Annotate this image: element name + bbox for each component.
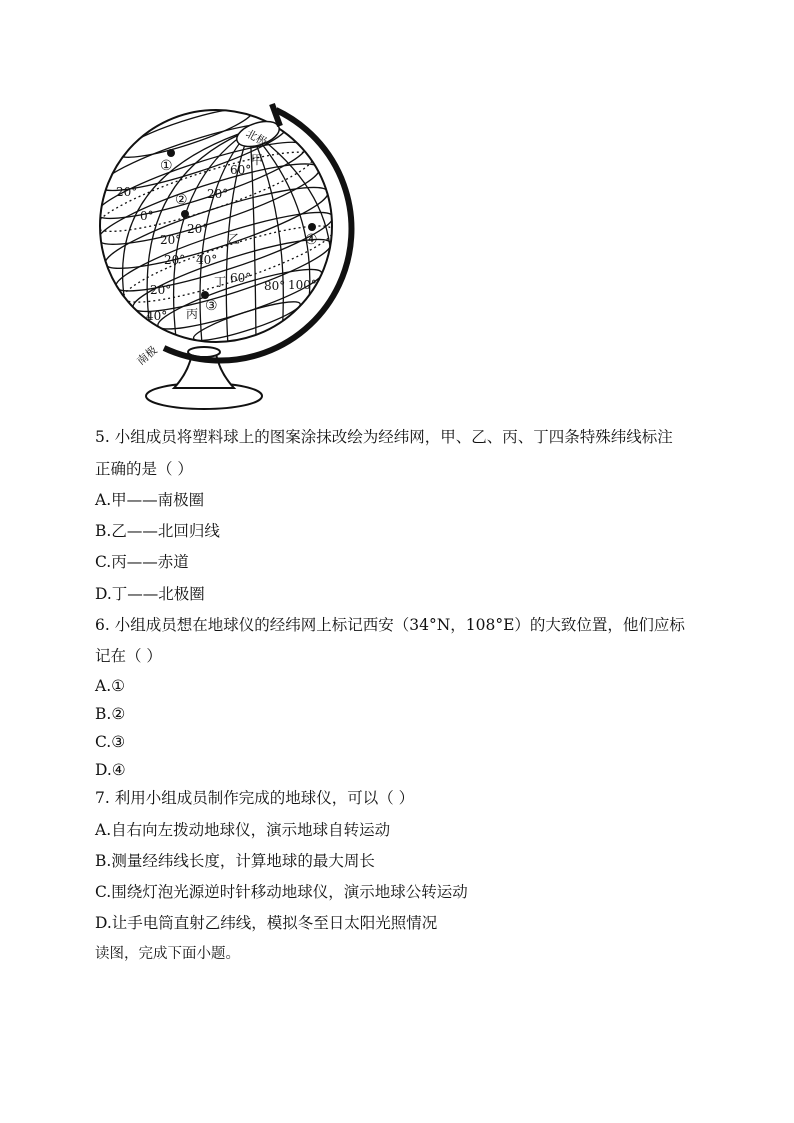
question-7-option-b: B.测量经纬线长度，计算地球的最大周长 — [95, 852, 375, 870]
point-2-dot — [181, 210, 189, 218]
question-6-text-line2: 记在（ ） — [95, 647, 162, 665]
label-deg60b: 60° — [230, 271, 252, 285]
label-deg20a: 20° — [116, 185, 138, 199]
question-7-option-c: C.围绕灯泡光源逆时针移动地球仪，演示地球公转运动 — [95, 883, 468, 901]
label-deg100: 100° — [288, 278, 317, 292]
point-1-dot — [167, 149, 175, 157]
question-5-option-b: B.乙——北回归线 — [95, 522, 220, 540]
label-bing: 丙 — [186, 307, 199, 321]
label-deg20c: 20° — [187, 222, 209, 236]
globe-figure — [90, 98, 370, 418]
label-south-pole: 南极 — [134, 343, 160, 368]
question-7-option-a: A.自右向左拨动地球仪，演示地球自转运动 — [95, 821, 391, 839]
label-deg20f: 20° — [150, 283, 172, 297]
label-deg20b: 20° — [207, 187, 229, 201]
label-deg20e: 20° — [164, 253, 186, 267]
label-ding: 丁 — [214, 275, 227, 289]
question-6-option-c: C.③ — [95, 733, 126, 751]
label-m4: ④ — [305, 232, 318, 248]
question-7-option-d: D.让手电筒直射乙纬线，模拟冬至日太阳光照情况 — [95, 914, 438, 932]
question-5-option-a: A.甲——南极圈 — [95, 491, 205, 509]
question-5-text-line2: 正确的是（ ） — [95, 460, 193, 478]
label-north-pole: 北极 — [243, 126, 270, 149]
question-6-option-b: B.② — [95, 705, 126, 723]
instruction-note: 读图，完成下面小题。 — [95, 946, 240, 962]
question-7-text-line1: 7. 利用小组成员制作完成的地球仪，可以（ ） — [95, 789, 415, 807]
label-deg80: 80° — [264, 279, 286, 293]
question-5-text-line1: 5. 小组成员将塑料球上的图案涂抹改绘为经纬网，甲、乙、丙、丁四条特殊纬线标注 — [95, 428, 673, 446]
point-4-dot — [308, 223, 316, 231]
label-jia: 甲 — [251, 153, 264, 167]
question-5-option-c: C.丙——赤道 — [95, 553, 189, 571]
label-m2: ② — [175, 192, 188, 208]
label-m3: ③ — [205, 298, 218, 314]
label-deg0: 0° — [140, 209, 154, 223]
question-6-option-a: A.① — [95, 677, 126, 695]
question-6-option-d: D.④ — [95, 761, 126, 779]
label-m1: ① — [160, 158, 173, 174]
label-yi: 乙 — [228, 232, 241, 246]
question-5-option-d: D.丁——北极圈 — [95, 585, 205, 603]
label-deg60a: 60° — [230, 163, 252, 177]
label-deg40b: 40° — [146, 309, 168, 323]
label-deg20d: 20° — [160, 233, 182, 247]
label-deg40a: 40° — [196, 253, 218, 267]
question-6-text-line1: 6. 小组成员想在地球仪的经纬网上标记西安（34°N，108°E）的大致位置，他们应标 — [95, 616, 685, 634]
